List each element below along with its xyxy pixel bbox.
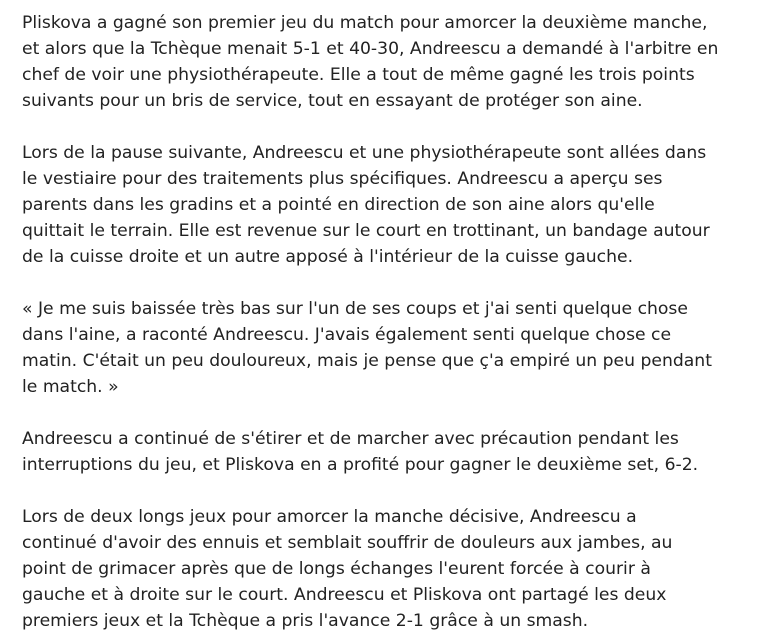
article-paragraph-4: Andreescu a continué de s'étirer et de marcher avec précaution pendant les interruptions du jeu, et Pliskova en a profité pour gagner le deuxième set, 6-2. [22,429,699,475]
article-paragraph-3: « Je me suis baissée très bas sur l'un de ses coups et j'ai senti quelque chose dans l'aine, a raconté Andreescu. J'avais également senti quelque chose ce matin. C'était un peu douloureux, mais je pense que ç'a empiré un peu pendant le match. » [22,299,712,397]
article-body [22,10,750,634]
article-paragraph-1: Pliskova a gagné son premier jeu du match pour amorcer la deuxième manche, et alors que la Tchèque menait 5-1 et 40-30, Andreescu a demandé à l'arbitre en chef de voir une physiothérapeute. Elle a tout de même gagné les trois points suivants pour un bris de service, tout en essayant de protéger son aine. [22,13,719,111]
article-paragraph-2: Lors de la pause suivante, Andreescu et une physiothérapeute sont allées dans le vestiaire pour des traitements plus spécifiques. Andreescu a aperçu ses parents dans les gradins et a pointé en direction de son aine alors qu'elle quittait le terrain. Elle est revenue sur le court en trottinant, un bandage autour de la cuisse droite et un autre apposé à l'intérieur de la cuisse gauche. [22,143,710,267]
article-paragraph-5: Lors de deux longs jeux pour amorcer la manche décisive, Andreescu a continué d'avoir des ennuis et semblait souffrir de douleurs aux jambes, au point de grimacer après que de longs échanges l'eurent forcée à courir à gauche et à droite sur le court. Andreescu et Pliskova ont partagé les deux premiers jeux et la Tchèque a pris l'avance 2-1 grâce à un smash. [22,507,673,631]
